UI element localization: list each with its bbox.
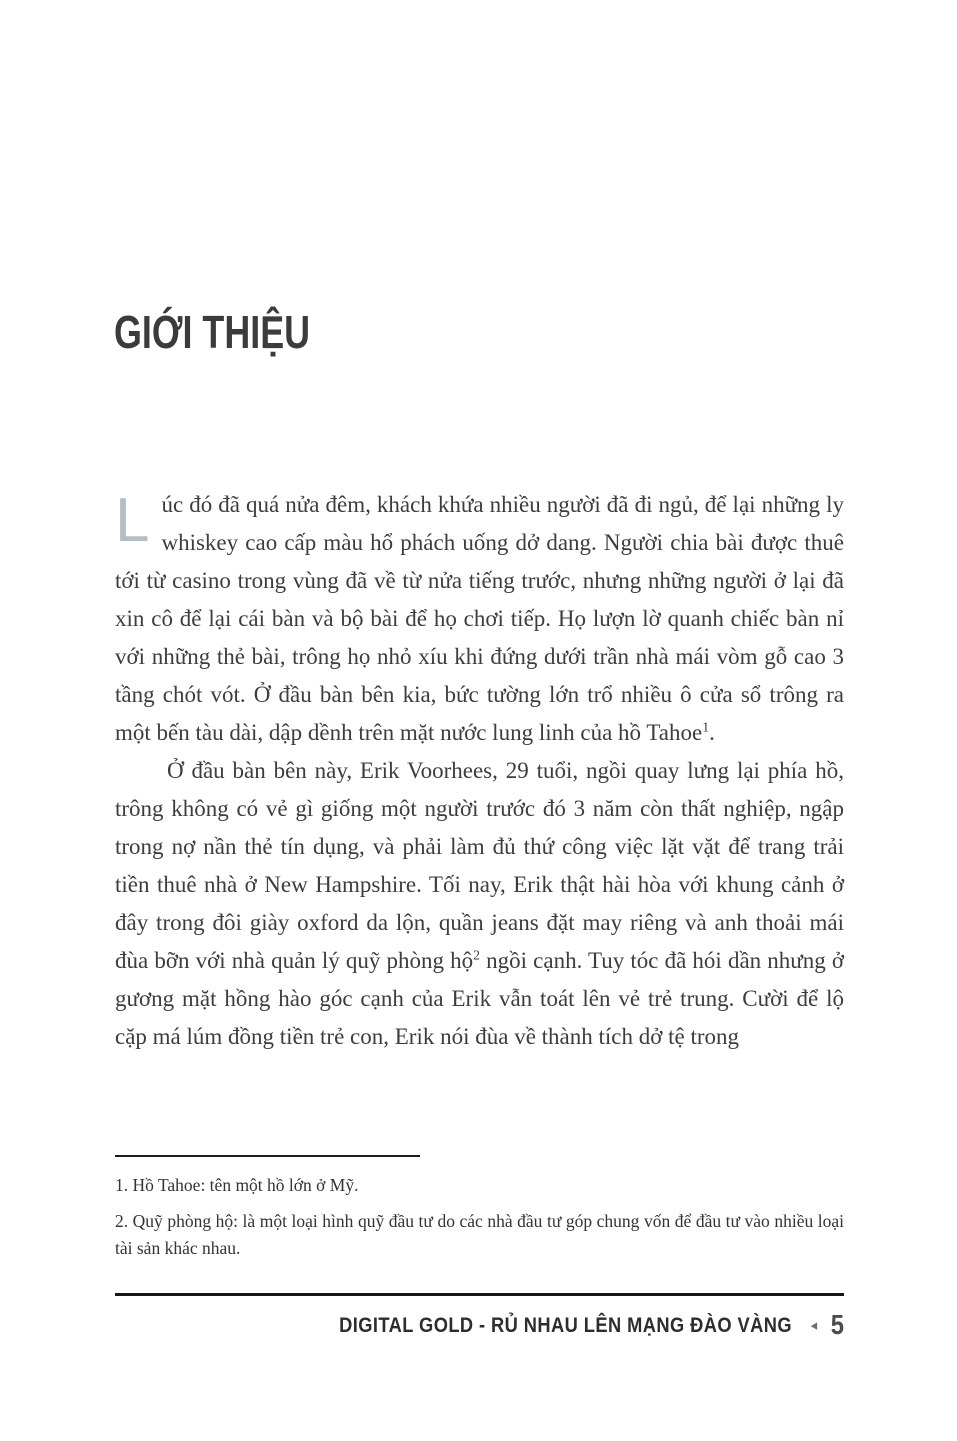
footer-rule: [115, 1293, 844, 1296]
footnote-reference-2: 2: [473, 947, 481, 963]
dropcap-letter: L: [115, 486, 150, 555]
page-number: 5: [830, 1309, 844, 1340]
footnote-2: 2. Quỹ phòng hộ: là một loại hình quỹ đầu tư do các nhà đầu tư góp chung vốn để đầu tư vào nhiều loại tài sản khác nhau.: [115, 1211, 844, 1258]
footnote-1: 1. Hồ Tahoe: tên một hồ lớn ở Mỹ.: [115, 1175, 359, 1195]
page-footer: [115, 1293, 844, 1341]
body-text: [115, 486, 844, 1056]
paragraph-text: .: [709, 720, 715, 745]
footnote-reference-1: 1: [702, 719, 710, 735]
left-triangle-icon: ◂: [810, 1316, 818, 1334]
footnotes: [115, 1172, 844, 1271]
paragraph: [115, 752, 844, 1056]
chapter-title: GIỚI THIỆU: [114, 306, 311, 358]
paragraph-text: ngồi cạnh. Tuy tóc đã hói dần nhưng ở gương mặt hồng hào góc cạnh của Erik vẫn toát lên vẻ trẻ trung. Cười để lộ cặp má lúm đồng tiền trẻ con, Erik nói đùa về thành tích dở tệ trong: [115, 948, 845, 1049]
paragraph-text: Ở đầu bàn bên này, Erik Voorhees, 29 tuổi, ngồi quay lưng lại phía hồ, trông không có vẻ gì giống một người trước đó 3 năm còn thất nghiệp, ngập trong nợ nần thẻ tín dụng, và phải làm đủ thứ công việc lặt vặt để trang trải tiền thuê nhà ở New Hampshire. Tối nay, Erik thật hài hòa với khung cảnh ở đây trong đôi giày oxford da lộn, quần jeans đặt may riêng và anh thoải mái đùa bỡn với nhà quản lý quỹ phòng hộ: [115, 758, 844, 973]
footer-book-title: DIGITAL GOLD - RỦ NHAU LÊN MẠNG ĐÀO VÀNG: [339, 1312, 793, 1337]
footnote-separator-rule: [115, 1155, 420, 1157]
paragraph-text: úc đó đã quá nửa đêm, khách khứa nhiều người đã đi ngủ, để lại những ly whiskey cao cấp màu hổ phách uống dở dang. Người chia bài được thuê tới từ casino trong vùng đã về từ nửa tiếng trước, nhưng những người ở lại đã xin cô để lại cái bàn và bộ bài để họ chơi tiếp. Họ lượn lờ quanh chiếc bàn nỉ với những thẻ bài, trông họ nhỏ xíu khi đứng dưới trần nhà mái vòm gỗ cao 3 tầng chót vót. Ở đầu bàn bên kia, bức tường lớn trổ nhiều ô cửa sổ trông ra một bến tàu dài, dập dềnh trên mặt nước lung linh của hồ Tahoe: [115, 492, 844, 745]
paragraph: [115, 486, 844, 752]
footer-line: [224, 1309, 844, 1341]
